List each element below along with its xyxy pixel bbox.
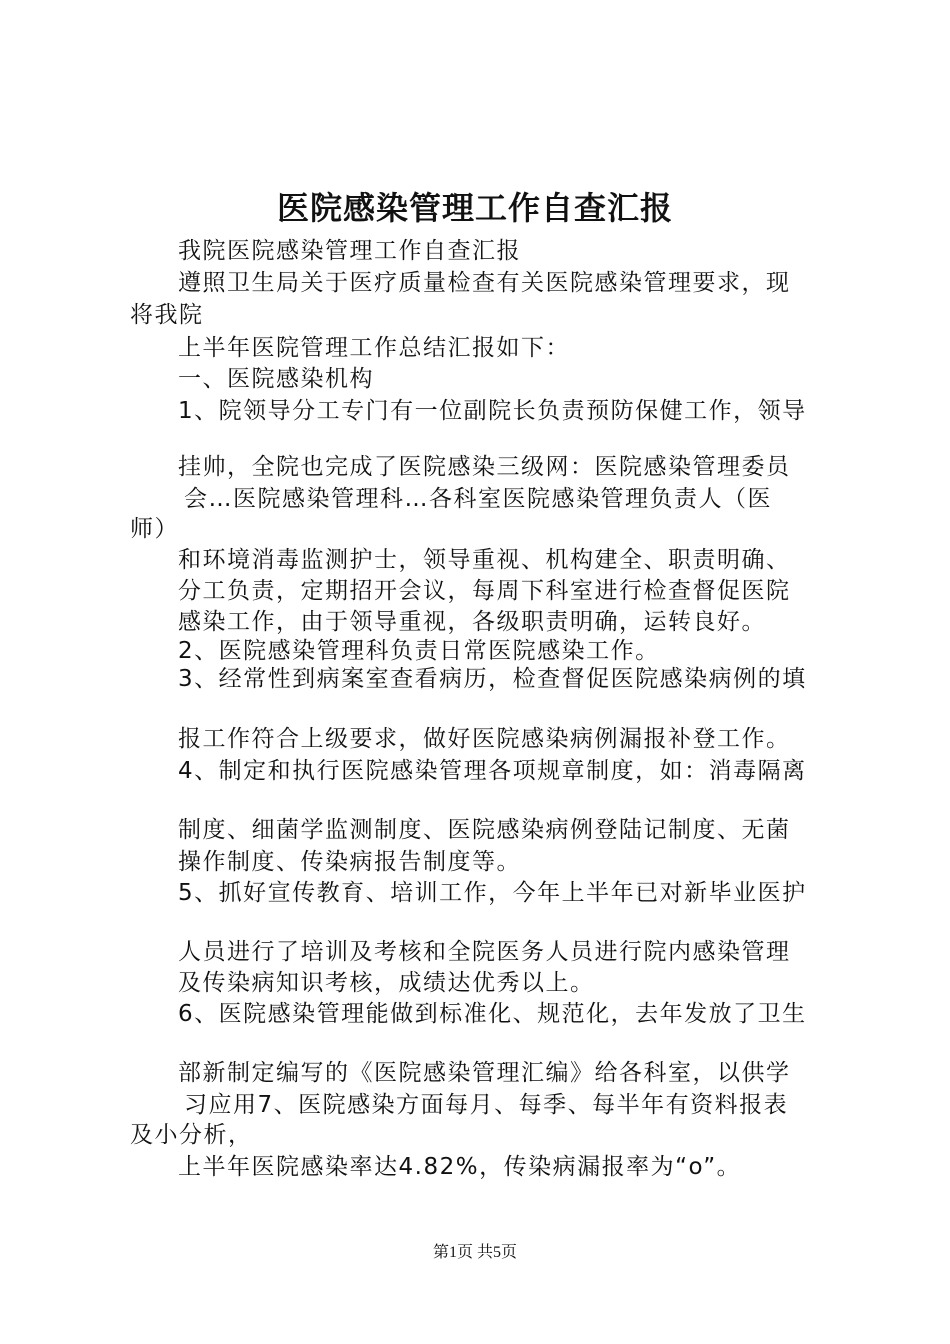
body-line-6: 1、院领导分工专门有一位副院长负责预防保健工作，领导: [178, 398, 807, 424]
body-line-4: 上半年医院管理工作总结汇报如下：: [178, 335, 570, 361]
body-line-5: 一、医院感染机构: [178, 366, 374, 392]
body-line-14: 3、经常性到病案室查看病历，检查督促医院感染病例的填: [178, 666, 807, 692]
body-line-19: 5、抓好宣传教育、培训工作，今年上半年已对新毕业医护: [178, 880, 807, 906]
body-line-24: 习应用7、医院感染方面每月、每季、每半年有资料报表: [184, 1092, 789, 1118]
body-line-8: 会…医院感染管理科…各科室医院感染管理负责人（医: [184, 486, 772, 512]
body-line-13: 2、医院感染管理科负责日常医院感染工作。: [178, 638, 660, 664]
body-line-7: 挂帅，全院也完成了医院感染三级网：医院感染管理委员: [178, 454, 791, 480]
body-line-12: 感染工作，由于领导重视，各级职责明确，运转良好。: [178, 609, 766, 635]
body-line-17: 制度、细菌学监测制度、医院感染病例登陆记制度、无菌: [178, 817, 791, 843]
body-line-11: 分工负责，定期招开会议，每周下科室进行检查督促医院: [178, 578, 791, 604]
body-line-3: 将我院: [130, 302, 204, 328]
body-line-20: 人员进行了培训及考核和全院医务人员进行院内感染管理: [178, 939, 791, 965]
body-line-2: 遵照卫生局关于医疗质量检查有关医院感染管理要求，现: [178, 270, 791, 296]
body-line-16: 4、制定和执行医院感染管理各项规章制度，如：消毒隔离: [178, 758, 807, 784]
body-line-23: 部新制定编写的《医院感染管理汇编》给各科室，以供学: [178, 1060, 791, 1086]
body-line-25: 及小分析，: [130, 1122, 253, 1148]
document-title: 医院感染管理工作自查汇报: [276, 189, 673, 227]
body-line-22: 6、医院感染管理能做到标准化、规范化，去年发放了卫生: [178, 1001, 807, 1027]
body-line-1: 我院医院感染管理工作自查汇报: [178, 238, 521, 264]
body-line-21: 及传染病知识考核，成绩达优秀以上。: [178, 970, 595, 996]
body-line-18: 操作制度、传染病报告制度等。: [178, 849, 521, 875]
body-line-9: 师）: [130, 516, 179, 542]
body-line-10: 和环境消毒监测护士，领导重视、机构建全、职责明确、: [178, 547, 791, 573]
body-line-26: 上半年医院感染率达4.82%，传染病漏报率为“o”。: [178, 1154, 742, 1180]
body-line-15: 报工作符合上级要求，做好医院感染病例漏报补登工作。: [178, 726, 791, 752]
page-footer: 第1页 共5页: [432, 1244, 517, 1261]
